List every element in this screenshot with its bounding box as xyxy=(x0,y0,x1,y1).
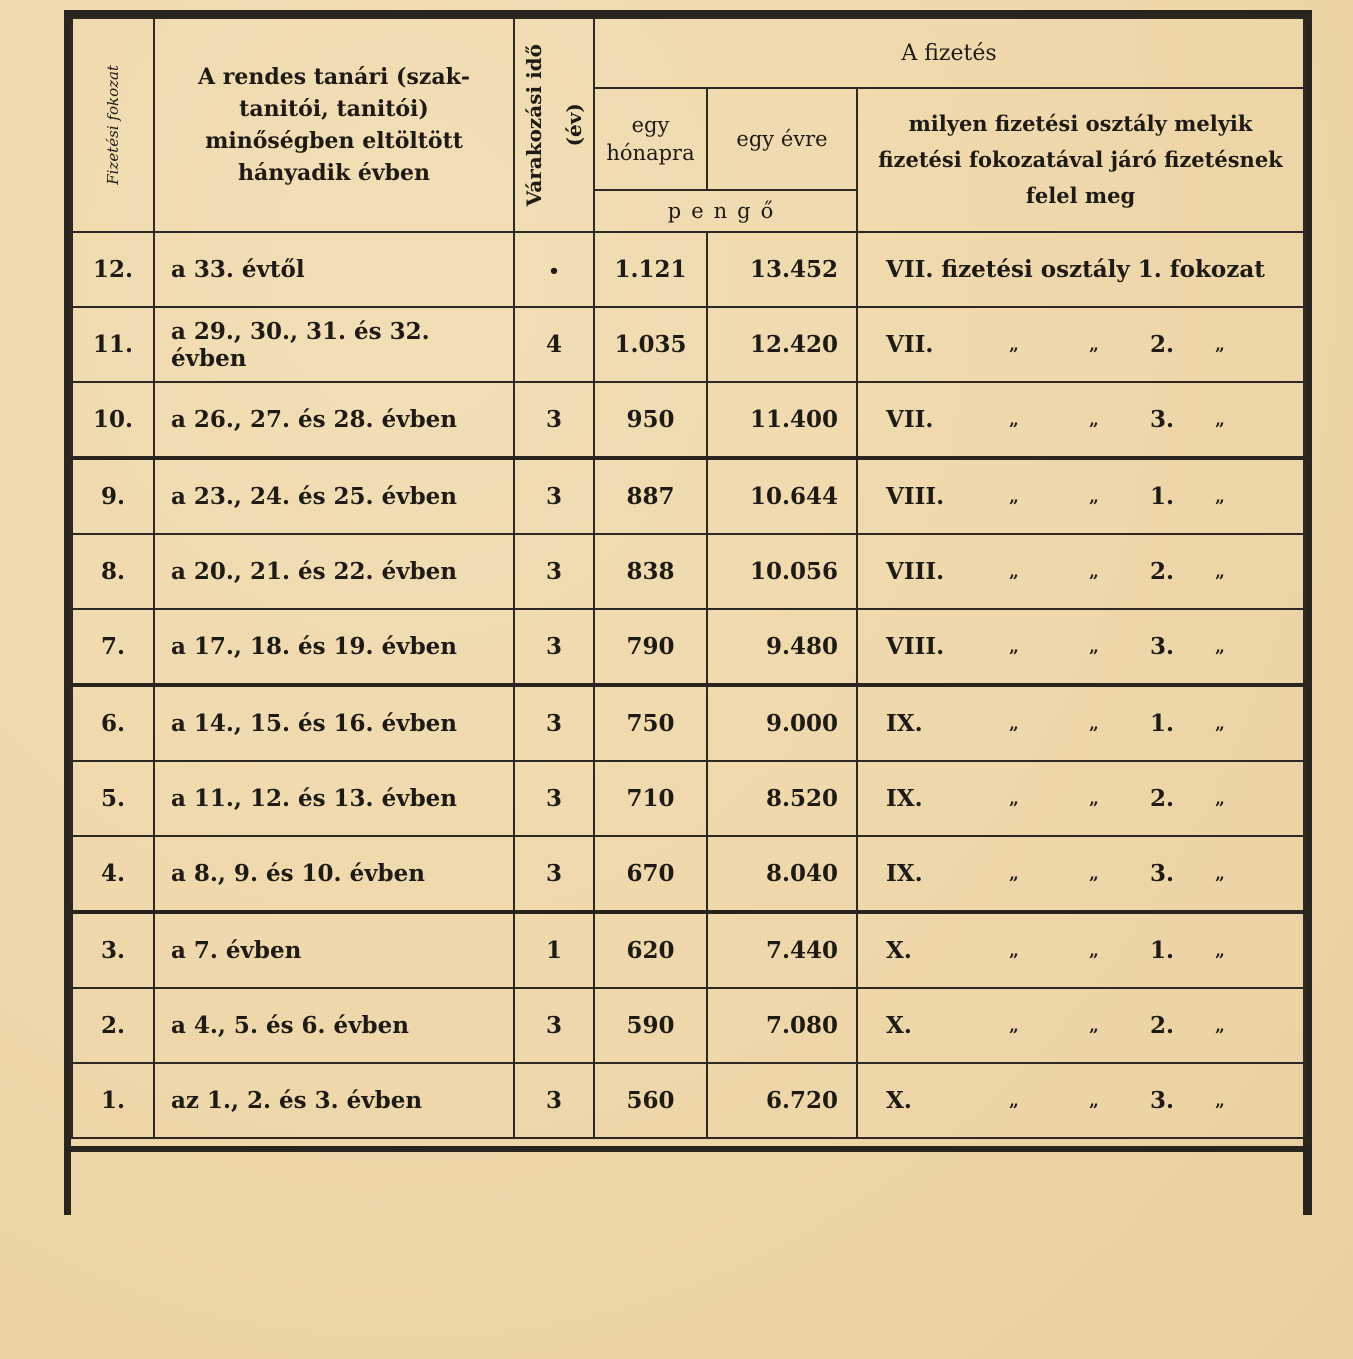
ditto-mark: „ xyxy=(1089,1015,1099,1036)
class-roman: IX. xyxy=(886,710,923,737)
frame-left-rule xyxy=(64,10,71,1215)
ditto-mark: „ xyxy=(1089,334,1099,355)
ditto-mark: „ xyxy=(1089,863,1099,884)
class-step: 1. xyxy=(1149,483,1174,510)
annual-cell: 13.452 xyxy=(707,232,857,307)
years-cell: a 23., 24. és 25. évben xyxy=(154,458,514,534)
ditto-mark: „ xyxy=(1009,1090,1019,1111)
years-cell: a 33. évtől xyxy=(154,232,514,307)
ditto-mark: „ xyxy=(1215,788,1225,809)
table-row xyxy=(72,988,1304,1063)
class-cell xyxy=(857,836,1304,912)
ditto-mark: „ xyxy=(1215,561,1225,582)
wait-cell: 1 xyxy=(514,912,594,988)
grade-cell: 3. xyxy=(72,912,154,988)
ditto-mark: „ xyxy=(1089,713,1099,734)
class-step: 3. xyxy=(1149,406,1174,433)
class-cell xyxy=(857,307,1304,382)
years-cell: a 29., 30., 31. és 32. évben xyxy=(154,307,514,382)
class-step: 1. xyxy=(1149,710,1174,737)
monthly-cell: 887 xyxy=(594,458,707,534)
ditto-mark: „ xyxy=(1009,940,1019,961)
annual-cell: 12.420 xyxy=(707,307,857,382)
monthly-cell: 560 xyxy=(594,1063,707,1138)
monthly-cell: 750 xyxy=(594,685,707,761)
grade-cell: 12. xyxy=(72,232,154,307)
annual-cell: 9.000 xyxy=(707,685,857,761)
years-cell: a 20., 21. és 22. évben xyxy=(154,534,514,609)
monthly-cell: 1.035 xyxy=(594,307,707,382)
header-waiting-unit: (év) xyxy=(562,103,586,147)
class-cell: VII. fizetési osztály 1. fokozat xyxy=(857,232,1304,307)
annual-cell: 10.644 xyxy=(707,458,857,534)
grade-cell: 6. xyxy=(72,685,154,761)
class-step: 2. xyxy=(1149,558,1174,585)
wait-cell: 4 xyxy=(514,307,594,382)
class-cell xyxy=(857,912,1304,988)
grade-cell: 8. xyxy=(72,534,154,609)
class-step: 1. xyxy=(1149,937,1174,964)
ditto-mark: „ xyxy=(1009,788,1019,809)
header-class-label: milyen fizetési osztály melyik fizetési fokozatával járó fizetésnek felel meg xyxy=(878,111,1283,208)
table-row xyxy=(72,1063,1304,1138)
ditto-mark: „ xyxy=(1215,334,1225,355)
class-cell xyxy=(857,685,1304,761)
ditto-mark: „ xyxy=(1009,636,1019,657)
monthly-cell: 838 xyxy=(594,534,707,609)
ditto-mark: „ xyxy=(1009,561,1019,582)
class-roman: VIII. xyxy=(886,558,945,585)
ditto-mark: „ xyxy=(1215,409,1225,430)
grade-cell: 9. xyxy=(72,458,154,534)
years-cell: az 1., 2. és 3. évben xyxy=(154,1063,514,1138)
class-roman: X. xyxy=(886,1012,912,1039)
table-row xyxy=(72,307,1304,382)
years-cell: a 14., 15. és 16. évben xyxy=(154,685,514,761)
monthly-cell: 620 xyxy=(594,912,707,988)
ditto-mark: „ xyxy=(1009,334,1019,355)
header-salary-label: A fizetés xyxy=(901,40,997,66)
table-row xyxy=(72,458,1304,534)
grade-cell: 11. xyxy=(72,307,154,382)
years-cell: a 17., 18. és 19. évben xyxy=(154,609,514,685)
table-row xyxy=(72,382,1304,458)
header-years-label: A rendes tanári (szaktanitói, tanitói) minőségben eltöltött hányadik évben xyxy=(198,64,470,186)
grade-cell: 10. xyxy=(72,382,154,458)
class-roman: VII. xyxy=(886,331,934,358)
class-cell xyxy=(857,382,1304,458)
ditto-mark: „ xyxy=(1215,713,1225,734)
wait-cell: 3 xyxy=(514,609,594,685)
annual-cell: 9.480 xyxy=(707,609,857,685)
salary-table xyxy=(71,17,1305,1139)
table-row xyxy=(72,912,1304,988)
ditto-mark: „ xyxy=(1089,409,1099,430)
class-cell xyxy=(857,761,1304,836)
wait-cell: 3 xyxy=(514,988,594,1063)
annual-cell: 8.520 xyxy=(707,761,857,836)
wait-cell: 3 xyxy=(514,458,594,534)
table-row xyxy=(72,232,1304,307)
class-cell xyxy=(857,1063,1304,1138)
ditto-mark: „ xyxy=(1009,863,1019,884)
annual-cell: 6.720 xyxy=(707,1063,857,1138)
header-unit xyxy=(594,190,857,232)
header-waiting-label: Várakozási idő xyxy=(522,43,546,207)
class-roman: X. xyxy=(886,937,912,964)
class-cell xyxy=(857,458,1304,534)
years-cell: a 26., 27. és 28. évben xyxy=(154,382,514,458)
header-annual-label: egy évre xyxy=(736,127,828,151)
annual-cell: 11.400 xyxy=(707,382,857,458)
class-cell xyxy=(857,988,1304,1063)
monthly-cell: 590 xyxy=(594,988,707,1063)
header-grade xyxy=(72,18,154,232)
class-step: 2. xyxy=(1149,1012,1174,1039)
header-waiting xyxy=(514,18,594,232)
header-unit-label: pengő xyxy=(667,199,784,223)
class-roman: VIII. xyxy=(886,633,945,660)
header-row-1 xyxy=(72,18,1304,88)
frame-bottom-rule xyxy=(64,1146,1312,1152)
wait-cell: 3 xyxy=(514,534,594,609)
class-roman: VIII. xyxy=(886,483,945,510)
wait-cell: 3 xyxy=(514,836,594,912)
header-grade-label: Fizetési fokozat xyxy=(104,65,122,185)
monthly-cell: 950 xyxy=(594,382,707,458)
class-roman: X. xyxy=(886,1087,912,1114)
ditto-mark: „ xyxy=(1215,863,1225,884)
table-row xyxy=(72,836,1304,912)
header-salary xyxy=(594,18,1304,88)
years-cell: a 11., 12. és 13. évben xyxy=(154,761,514,836)
monthly-cell: 710 xyxy=(594,761,707,836)
header-class xyxy=(857,88,1304,232)
grade-cell: 5. xyxy=(72,761,154,836)
grade-cell: 2. xyxy=(72,988,154,1063)
class-step: 3. xyxy=(1149,860,1174,887)
ditto-mark: „ xyxy=(1215,636,1225,657)
ditto-mark: „ xyxy=(1009,486,1019,507)
wait-cell xyxy=(514,232,594,307)
wait-value: • xyxy=(548,261,560,282)
ditto-mark: „ xyxy=(1089,561,1099,582)
annual-cell: 7.080 xyxy=(707,988,857,1063)
header-monthly xyxy=(594,88,707,190)
ditto-mark: „ xyxy=(1215,486,1225,507)
class-step: 3. xyxy=(1149,633,1174,660)
ditto-mark: „ xyxy=(1089,1090,1099,1111)
ditto-mark: „ xyxy=(1089,940,1099,961)
wait-cell: 3 xyxy=(514,382,594,458)
class-step: 2. xyxy=(1149,331,1174,358)
class-cell xyxy=(857,534,1304,609)
class-roman: IX. xyxy=(886,860,923,887)
header-years xyxy=(154,18,514,232)
ditto-mark: „ xyxy=(1215,940,1225,961)
table-row xyxy=(72,761,1304,836)
ditto-mark: „ xyxy=(1009,1015,1019,1036)
grade-cell: 1. xyxy=(72,1063,154,1138)
header-annual xyxy=(707,88,857,190)
monthly-cell: 1.121 xyxy=(594,232,707,307)
table-row xyxy=(72,534,1304,609)
grade-cell: 7. xyxy=(72,609,154,685)
ditto-mark: „ xyxy=(1009,409,1019,430)
ditto-mark: „ xyxy=(1009,713,1019,734)
monthly-cell: 790 xyxy=(594,609,707,685)
table-row xyxy=(72,685,1304,761)
wait-cell: 3 xyxy=(514,761,594,836)
grade-cell: 4. xyxy=(72,836,154,912)
class-cell xyxy=(857,609,1304,685)
frame-top-rule xyxy=(64,10,1312,17)
class-roman: VII. xyxy=(886,406,934,433)
ditto-mark: „ xyxy=(1215,1090,1225,1111)
header-monthly-label: egy hónapra xyxy=(606,113,695,165)
years-cell: a 8., 9. és 10. évben xyxy=(154,836,514,912)
wait-cell: 3 xyxy=(514,1063,594,1138)
monthly-cell: 670 xyxy=(594,836,707,912)
ditto-mark: „ xyxy=(1089,486,1099,507)
ditto-mark: „ xyxy=(1089,636,1099,657)
class-step: 2. xyxy=(1149,785,1174,812)
table-row xyxy=(72,609,1304,685)
ditto-mark: „ xyxy=(1089,788,1099,809)
annual-cell: 8.040 xyxy=(707,836,857,912)
class-roman: IX. xyxy=(886,785,923,812)
annual-cell: 10.056 xyxy=(707,534,857,609)
years-cell: a 4., 5. és 6. évben xyxy=(154,988,514,1063)
wait-cell: 3 xyxy=(514,685,594,761)
class-step: 3. xyxy=(1149,1087,1174,1114)
annual-cell: 7.440 xyxy=(707,912,857,988)
years-cell: a 7. évben xyxy=(154,912,514,988)
ditto-mark: „ xyxy=(1215,1015,1225,1036)
